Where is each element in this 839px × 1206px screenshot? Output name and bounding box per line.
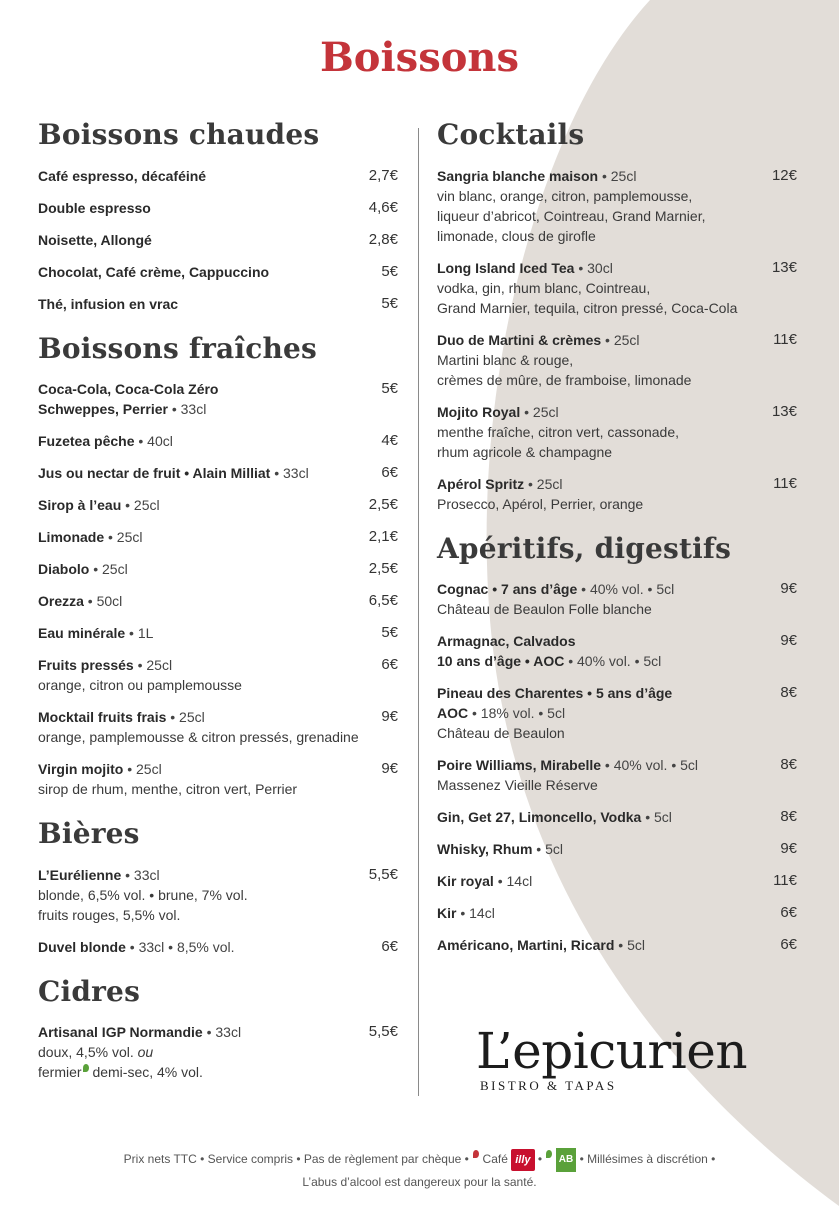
menu-item-line bbox=[38, 198, 359, 218]
menu-item-name: Double espresso bbox=[38, 199, 151, 216]
menu-item-line bbox=[437, 839, 770, 859]
menu-item-name: Apérol Spritz bbox=[437, 475, 525, 492]
menu-item-body bbox=[437, 935, 780, 955]
menu-item-price: 2,1€ bbox=[368, 528, 398, 546]
footer-line-2: L’abus d’alcool est dangereux pour la santé. bbox=[302, 1175, 537, 1189]
menu-item-body bbox=[38, 230, 369, 250]
menu-item-price: 9€ bbox=[780, 580, 797, 598]
menu-item-line bbox=[437, 871, 763, 891]
menu-item-name: Limonade bbox=[38, 529, 105, 546]
menu-item-price: 4€ bbox=[381, 432, 398, 450]
menu-item-body bbox=[437, 579, 780, 619]
menu-item-line bbox=[437, 258, 762, 278]
menu-item-name: Orezza bbox=[38, 593, 84, 610]
menu-section bbox=[437, 118, 797, 514]
menu-item-line bbox=[437, 683, 770, 703]
menu-item-detail: • 5cl bbox=[532, 841, 563, 858]
menu-item-line bbox=[38, 527, 359, 547]
menu-item-price: 12€ bbox=[771, 166, 797, 184]
menu-item-detail: • 25cl bbox=[123, 761, 162, 778]
menu-item-detail: • 25cl bbox=[601, 331, 640, 348]
menu-item-description bbox=[38, 675, 371, 695]
menu-item-detail: • 25cl bbox=[524, 475, 563, 492]
menu-item-body bbox=[38, 707, 381, 747]
menu-item-body bbox=[38, 198, 369, 218]
menu-item-line bbox=[38, 495, 359, 515]
menu-item-body bbox=[38, 527, 369, 547]
menu-item-line bbox=[38, 591, 359, 611]
section-title: Apéritifs, digestifs bbox=[437, 531, 732, 565]
menu-item-price: 13€ bbox=[771, 258, 797, 276]
menu-item-detail: • 33cl • 8,5% vol. bbox=[125, 938, 235, 955]
menu-item bbox=[38, 865, 398, 925]
menu-item-desc-text: Martini blanc & rouge, bbox=[437, 351, 574, 368]
menu-item-name: Virgin mojito bbox=[38, 761, 124, 778]
menu-item-body bbox=[437, 871, 773, 891]
menu-item-body bbox=[437, 683, 780, 743]
menu-section bbox=[437, 532, 797, 956]
menu-item-name: Duvel blonde bbox=[38, 938, 126, 955]
menu-item-description-2 bbox=[437, 206, 762, 226]
menu-item-price: 9€ bbox=[780, 840, 797, 858]
menu-item-name: Diabolo bbox=[38, 561, 90, 578]
menu-item-desc-text: vin blanc, orange, citron, pamplemousse, bbox=[437, 187, 693, 204]
menu-item-desc2-text: rhum agricole & champagne bbox=[437, 443, 613, 460]
menu-item-description-2 bbox=[38, 1062, 359, 1082]
menu-item-line bbox=[38, 379, 371, 399]
menu-item-line bbox=[38, 865, 359, 885]
menu-item-name: Gin, Get 27, Limoncello, Vodka bbox=[437, 809, 642, 826]
menu-item-name: L’Eurélienne bbox=[38, 866, 122, 883]
menu-item-price: 5€ bbox=[381, 624, 398, 642]
menu-item-detail: • 40% vol. • 5cl bbox=[601, 757, 699, 774]
menu-item-price: 8€ bbox=[780, 756, 797, 774]
menu-item-body bbox=[38, 379, 381, 419]
menu-item-price: 5€ bbox=[381, 262, 398, 280]
menu-item-description bbox=[38, 727, 371, 747]
menu-item-desc-text: sirop de rhum, menthe, citron vert, Perrier bbox=[38, 781, 298, 798]
section-title: Boissons chaudes bbox=[38, 118, 320, 151]
menu-item-price: 11€ bbox=[773, 474, 797, 492]
menu-item-desc-text: Château de Beaulon Folle blanche bbox=[437, 601, 652, 618]
menu-item-detail: • 25cl bbox=[598, 167, 637, 184]
menu-item-body bbox=[437, 807, 780, 827]
red-leaf-icon bbox=[473, 1150, 479, 1158]
menu-item-detail: • 25cl bbox=[166, 709, 205, 726]
footer-text-1: Prix nets TTC • Service compris • Pas de règlement par chèque • bbox=[123, 1152, 469, 1167]
menu-item bbox=[38, 623, 398, 643]
menu-item-detail: • 50cl bbox=[83, 593, 123, 610]
menu-item-name: Mojito Royal bbox=[437, 403, 521, 420]
menu-item-body bbox=[38, 759, 381, 799]
menu-item bbox=[437, 807, 797, 827]
menu-item-desc2-tail: demi-sec, 4% vol. bbox=[88, 1064, 203, 1081]
menu-item-detail: • 40% vol. • 5cl bbox=[577, 581, 675, 598]
menu-item-price: 2,5€ bbox=[368, 496, 398, 514]
menu-section bbox=[38, 975, 398, 1083]
menu-item-line bbox=[437, 935, 770, 955]
menu-item-name: Sangria blanche maison bbox=[437, 167, 599, 184]
menu-item bbox=[437, 903, 797, 923]
menu-item-name: Eau minérale bbox=[38, 625, 126, 642]
right-column bbox=[437, 118, 797, 973]
menu-item-price: 5,5€ bbox=[368, 1023, 398, 1041]
menu-item-description bbox=[437, 350, 763, 370]
menu-item-detail: • 33cl bbox=[270, 465, 309, 482]
menu-item bbox=[38, 262, 398, 282]
menu-section bbox=[38, 118, 398, 314]
menu-item-detail: • 25cl bbox=[89, 561, 128, 578]
menu-item-description bbox=[437, 599, 770, 619]
menu-item-body bbox=[38, 463, 381, 483]
menu-item-desc-text: menthe fraîche, citron vert, cassonade, bbox=[437, 423, 680, 440]
logo bbox=[476, 1022, 748, 1094]
menu-item-detail-line2: • 40% vol. • 5cl bbox=[564, 653, 662, 670]
menu-item-body bbox=[437, 903, 780, 923]
menu-item bbox=[38, 463, 398, 483]
menu-item-price: 5€ bbox=[381, 380, 398, 398]
section-title: Cocktails bbox=[437, 118, 585, 151]
menu-item bbox=[38, 198, 398, 218]
menu-item-description bbox=[437, 775, 770, 795]
menu-item-desc-text: orange, citron ou pamplemousse bbox=[38, 677, 242, 694]
menu-item-body bbox=[437, 755, 780, 795]
menu-item-name: Long Island Iced Tea bbox=[437, 259, 575, 276]
menu-item bbox=[38, 759, 398, 799]
menu-item bbox=[437, 935, 797, 955]
menu-item-description bbox=[437, 278, 762, 298]
menu-item-body bbox=[38, 655, 381, 695]
menu-item bbox=[437, 402, 797, 462]
menu-item-price: 8€ bbox=[780, 808, 797, 826]
menu-item-detail: • 25cl bbox=[133, 657, 173, 674]
menu-item-price: 9€ bbox=[381, 760, 398, 778]
menu-item-body bbox=[437, 631, 780, 671]
menu-item-desc-text: vodka, gin, rhum blanc, Cointreau, bbox=[437, 279, 651, 296]
menu-item bbox=[437, 755, 797, 795]
menu-item-detail: • 5cl bbox=[614, 937, 645, 954]
menu-item-body bbox=[38, 166, 369, 186]
logo-subtitle: BISTRO & TAPAS bbox=[480, 1078, 617, 1093]
menu-item-name: Whisky, Rhum bbox=[437, 841, 533, 858]
menu-item-line bbox=[437, 474, 763, 494]
menu-item-description-2 bbox=[38, 905, 359, 925]
menu-item-price: 2,8€ bbox=[368, 230, 398, 248]
menu-item bbox=[437, 166, 797, 246]
menu-item bbox=[437, 683, 797, 743]
illy-logo-icon: illy bbox=[511, 1149, 534, 1171]
menu-item-name-line2: 10 ans d’âge • AOC bbox=[437, 653, 565, 670]
menu-item-body bbox=[38, 262, 381, 282]
menu-item-price: 6€ bbox=[780, 904, 797, 922]
menu-item-description-3: limonade, clous de girofle bbox=[437, 227, 596, 244]
menu-item-line bbox=[437, 903, 770, 923]
menu-item-desc-text: Prosecco, Apérol, Perrier, orange bbox=[437, 495, 644, 512]
menu-item-body bbox=[437, 474, 773, 514]
menu-item-name-line2: Schweppes, Perrier bbox=[38, 401, 168, 418]
menu-item-name: Cognac • 7 ans d’âge bbox=[437, 581, 578, 598]
ab-organic-logo-icon: AB bbox=[556, 1148, 576, 1172]
menu-item-price: 5€ bbox=[381, 294, 398, 312]
menu-item-price: 8€ bbox=[780, 684, 797, 702]
menu-item-desc-text: blonde, 6,5% vol. • brune, 7% vol. bbox=[38, 886, 248, 903]
menu-item-detail: • 25cl bbox=[104, 529, 143, 546]
menu-item-price: 6€ bbox=[381, 656, 398, 674]
menu-item-body bbox=[437, 166, 772, 246]
menu-item-body bbox=[38, 495, 369, 515]
menu-item-name: Fuzetea pêche bbox=[38, 433, 135, 450]
menu-item-line bbox=[437, 651, 770, 671]
left-column bbox=[38, 118, 398, 1100]
menu-item-name: Kir royal bbox=[437, 873, 494, 890]
section-title: Cidres bbox=[38, 974, 141, 1008]
menu-item-line bbox=[38, 559, 359, 579]
menu-item-body bbox=[38, 591, 369, 611]
page-title: Boissons bbox=[319, 34, 519, 81]
menu-item-name: Fruits pressés bbox=[38, 657, 134, 674]
menu-item bbox=[38, 230, 398, 250]
menu-item-body bbox=[38, 559, 369, 579]
menu-item-body bbox=[437, 839, 780, 859]
menu-item-line bbox=[437, 631, 770, 651]
menu-item bbox=[437, 579, 797, 619]
menu-item-price: 4,6€ bbox=[368, 198, 398, 216]
menu-item-price: 6€ bbox=[381, 464, 398, 482]
menu-item-price: 9€ bbox=[780, 632, 797, 650]
menu-item-body bbox=[437, 402, 772, 462]
menu-item-line bbox=[38, 655, 371, 675]
menu-item bbox=[437, 839, 797, 859]
menu-item-name: Sirop à l’eau bbox=[38, 497, 122, 514]
menu-item-name: Coca-Cola, Coca-Cola Zéro bbox=[38, 381, 219, 398]
menu-item-desc2-text: fermier bbox=[38, 1064, 82, 1081]
menu-item-name-line2: AOC bbox=[437, 705, 469, 722]
menu-item-line bbox=[38, 166, 359, 186]
menu-item-line bbox=[38, 230, 359, 250]
footer-cafe: Café bbox=[482, 1152, 508, 1167]
logo-main-text: L’epicurien bbox=[476, 1022, 748, 1080]
footer-bullet: • bbox=[537, 1152, 543, 1167]
menu-item-body bbox=[437, 258, 772, 318]
menu-item-detail: • 25cl bbox=[121, 497, 160, 514]
menu-item-line bbox=[437, 330, 763, 350]
menu-item-description bbox=[437, 494, 763, 514]
menu-item-detail: • 33cl bbox=[121, 866, 160, 883]
menu-item-line bbox=[437, 755, 770, 775]
menu-item-desc2-text: liqueur d’abricot, Cointreau, Grand Marnier, bbox=[437, 207, 706, 224]
menu-item-body bbox=[38, 937, 381, 957]
footer bbox=[0, 1148, 839, 1192]
menu-item-line bbox=[38, 431, 371, 451]
menu-item-name: Artisanal IGP Normandie bbox=[38, 1024, 203, 1041]
menu-item-body bbox=[38, 431, 381, 451]
menu-item-price: 6,5€ bbox=[368, 592, 398, 610]
menu-item-price: 5,5€ bbox=[368, 865, 398, 883]
menu-item bbox=[38, 527, 398, 547]
menu-item-detail: • 33cl bbox=[202, 1024, 242, 1041]
menu-item-line bbox=[38, 937, 371, 957]
menu-item-price: 11€ bbox=[773, 330, 797, 348]
menu-item-line bbox=[38, 759, 371, 779]
menu-item-line bbox=[437, 402, 762, 422]
menu-item-body bbox=[437, 330, 773, 390]
menu-item-name: Duo de Martini & crèmes bbox=[437, 331, 602, 348]
menu-item-desc-text: orange, pamplemousse & citron pressés, grenadine bbox=[38, 729, 359, 746]
menu-item-description bbox=[38, 1042, 359, 1062]
menu-item-desc-text: Château de Beaulon bbox=[437, 725, 565, 742]
menu-item-price: 13€ bbox=[771, 402, 797, 420]
menu-item bbox=[38, 937, 398, 957]
menu-item-name: Chocolat, Café crème, Cappuccino bbox=[38, 263, 270, 280]
menu-item bbox=[38, 1022, 398, 1082]
menu-item-name: Américano, Martini, Ricard bbox=[437, 937, 615, 954]
menu-item-name: Pineau des Charentes • 5 ans d’âge bbox=[437, 685, 673, 702]
section-title: Bières bbox=[38, 817, 140, 851]
menu-item-detail-line2: • 18% vol. • 5cl bbox=[468, 705, 566, 722]
footer-text-2: • Millésimes à discrétion • bbox=[579, 1152, 716, 1167]
menu-item-body bbox=[38, 623, 381, 643]
menu-item-desc-text: doux, 4,5% vol. bbox=[38, 1044, 134, 1061]
menu-item-price: 11€ bbox=[773, 872, 797, 890]
menu-item-description bbox=[437, 186, 762, 206]
menu-item-name: Jus ou nectar de fruit • Alain Milliat bbox=[38, 465, 271, 482]
menu-item-desc2-text: Grand Marnier, tequila, citron pressé, Coca-Cola bbox=[437, 299, 738, 316]
menu-item-body bbox=[38, 294, 381, 314]
menu-item-name: Café espresso, décaféiné bbox=[38, 167, 207, 184]
menu-item bbox=[38, 379, 398, 419]
menu-item bbox=[437, 474, 797, 514]
menu-item-description-2 bbox=[437, 370, 763, 390]
menu-item-desc2-text: fruits rouges, 5,5% vol. bbox=[38, 906, 181, 923]
menu-item-name: Armagnac, Calvados bbox=[437, 633, 576, 650]
menu-item-line bbox=[437, 166, 762, 186]
menu-item-body bbox=[38, 865, 369, 925]
menu-item bbox=[38, 166, 398, 186]
footer-line-1 bbox=[0, 1148, 839, 1172]
menu-item bbox=[437, 330, 797, 390]
menu-item-price: 6€ bbox=[381, 937, 398, 955]
menu-item-desc-emphasis: ou bbox=[133, 1044, 154, 1061]
menu-item bbox=[437, 258, 797, 318]
menu-item-line bbox=[437, 703, 770, 723]
menu-item bbox=[437, 871, 797, 891]
menu-item bbox=[437, 631, 797, 671]
menu-section bbox=[38, 332, 398, 800]
menu-item-name: Mocktail fruits frais bbox=[38, 709, 167, 726]
menu-item bbox=[38, 495, 398, 515]
menu-item-name: Thé, infusion en vrac bbox=[38, 295, 179, 312]
menu-item-detail-line2: • 33cl bbox=[167, 401, 207, 418]
menu-item-description bbox=[38, 779, 371, 799]
menu-item-line bbox=[38, 623, 371, 643]
menu-item-price: 2,5€ bbox=[368, 560, 398, 578]
menu-item-name: Poire Williams, Mirabelle bbox=[437, 757, 602, 774]
menu-item-description bbox=[437, 723, 770, 743]
menu-item-desc-text: Massenez Vieille Réserve bbox=[437, 777, 598, 794]
menu-item-description-2 bbox=[437, 298, 762, 318]
menu-item-detail: • 40cl bbox=[134, 433, 173, 450]
menu-item bbox=[38, 591, 398, 611]
menu-item bbox=[38, 294, 398, 314]
section-title: Boissons fraîches bbox=[38, 331, 318, 365]
menu-item-price: 2,7€ bbox=[368, 166, 398, 184]
menu-item-line bbox=[38, 1022, 359, 1042]
menu-item bbox=[38, 559, 398, 579]
green-leaf-icon bbox=[546, 1150, 552, 1158]
menu-item-name: Noisette, Allongé bbox=[38, 231, 152, 248]
menu-item-price: 9€ bbox=[381, 708, 398, 726]
menu-section bbox=[38, 817, 398, 957]
menu-item-body bbox=[38, 1022, 369, 1082]
menu-item-detail: • 1L bbox=[125, 625, 154, 642]
menu-item-line bbox=[38, 399, 371, 419]
menu-item-detail: • 14cl bbox=[456, 905, 495, 922]
menu-item-detail: • 25cl bbox=[520, 403, 559, 420]
menu-item-description-2 bbox=[437, 442, 762, 462]
column-divider bbox=[418, 128, 419, 1096]
menu-item-line bbox=[437, 579, 770, 599]
menu-item-line bbox=[38, 463, 371, 483]
menu-item-line bbox=[437, 807, 770, 827]
menu-item-line bbox=[38, 707, 371, 727]
menu-item bbox=[38, 707, 398, 747]
menu-item-name: Kir bbox=[437, 905, 457, 922]
menu-item-price: 6€ bbox=[780, 936, 797, 954]
menu-item-description bbox=[437, 422, 762, 442]
menu-item-desc2-text: crèmes de mûre, de framboise, limonade bbox=[437, 371, 692, 388]
menu-item bbox=[38, 431, 398, 451]
menu-item-detail: • 14cl bbox=[493, 873, 533, 890]
menu-item-detail: • 5cl bbox=[641, 809, 672, 826]
menu-item-line bbox=[38, 294, 371, 314]
menu-item bbox=[38, 655, 398, 695]
menu-item-line bbox=[38, 262, 371, 282]
menu-item-detail: • 30cl bbox=[574, 259, 613, 276]
menu-item-description bbox=[38, 885, 359, 905]
